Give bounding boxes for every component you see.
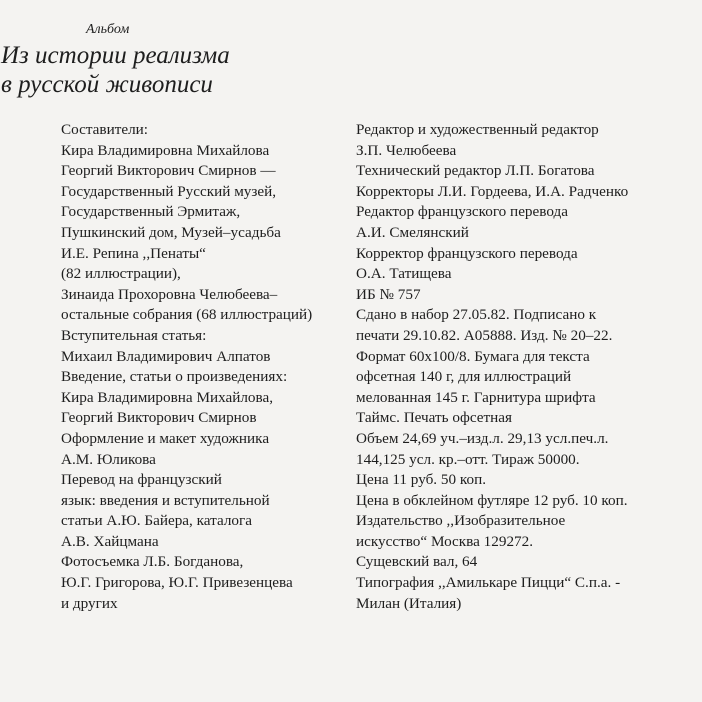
imprint-line: 144,125 усл. кр.–отт. Тираж 50000.	[356, 450, 580, 468]
imprint-line: Издательство ,,Изобразительное	[356, 512, 566, 530]
credit-line: И.Е. Репина ,,Пенаты“	[61, 244, 206, 262]
book-title	[1, 41, 230, 99]
album-label: Альбом	[86, 22, 130, 37]
credit-line: и других	[61, 594, 118, 612]
imprint-line: офсетная 140 г, для иллюстраций	[356, 368, 572, 386]
credit-line: Ю.Г. Григорова, Ю.Г. Привезенцева	[61, 574, 293, 592]
imprint-line: Объем 24,69 уч.–изд.л. 29,13 усл.печ.л.	[356, 429, 609, 447]
imprint-line: ИБ № 757	[356, 285, 421, 303]
credit-line: Кира Владимировна Михайлова,	[61, 388, 274, 406]
credit-line: статьи А.Ю. Байера, каталога	[61, 512, 252, 530]
credit-line: Государственный Эрмитаж,	[61, 203, 241, 221]
imprint-line: Корректоры Л.И. Гордеева, И.А. Радченко	[356, 182, 629, 200]
credit-line: остальные собрания (68 иллюстраций)	[61, 306, 313, 324]
imprint-line: Типография ,,Амилькаре Пицци“ С.п.а. -	[356, 574, 621, 592]
imprint-line: Таймс. Печать офсетная	[356, 409, 512, 427]
credit-line: Фотосъемка Л.Б. Богданова,	[61, 553, 244, 571]
credit-line: Георгий Викторович Смирнов —	[61, 162, 276, 180]
imprint-line: Редактор и художественный редактор	[356, 121, 599, 138]
credit-line: Оформление и макет художника	[61, 429, 270, 447]
imprint-line: печати 29.10.82. А05888. Изд. № 20–22.	[356, 326, 613, 344]
title-line: в русской живописи	[1, 71, 213, 98]
credit-line: Вступительная статья:	[61, 326, 207, 344]
credit-line: Зинаида Прохоровна Челюбеева–	[61, 285, 278, 303]
imprint-line: Технический редактор Л.П. Богатова	[356, 162, 595, 180]
credits-column	[61, 120, 312, 614]
credit-line: Кира Владимировна Михайлова	[61, 141, 270, 159]
imprint-line: Цена в обклейном футляре 12 руб. 10 коп.	[356, 491, 628, 509]
credit-line: Составители:	[61, 121, 149, 138]
imprint-line: О.А. Татищева	[356, 265, 452, 283]
title-line: Из истории реализма	[1, 42, 230, 69]
credit-line: язык: введения и вступительной	[61, 491, 270, 509]
imprint-line: Сдано в набор 27.05.82. Подписано к	[356, 306, 597, 324]
imprint-line: искусство“ Москва 129272.	[356, 532, 534, 550]
credit-line: Введение, статьи о произведениях:	[61, 368, 288, 386]
imprint-line: З.П. Челюбеева	[356, 141, 457, 159]
imprint-line: Формат 60x100/8. Бумага для текста	[356, 347, 590, 365]
credit-line: А.В. Хайцмана	[61, 532, 159, 550]
imprint-line: Цена 11 руб. 50 коп.	[356, 471, 487, 489]
credit-line: Михаил Владимирович Алпатов	[61, 347, 271, 365]
imprint-line: Редактор французского перевода	[356, 203, 568, 221]
imprint-line: Сущевский вал, 64	[356, 553, 478, 571]
imprint-line: мелованная 145 г. Гарнитура шрифта	[356, 388, 596, 406]
imprint-column	[356, 120, 628, 614]
credit-line: Перевод на французский	[61, 471, 222, 489]
imprint-line: Корректор французского перевода	[356, 244, 578, 262]
credit-line: Государственный Русский музей,	[61, 182, 277, 200]
credit-line: А.М. Юликова	[61, 450, 156, 468]
credit-line: Георгий Викторович Смирнов	[61, 409, 257, 427]
imprint-line: А.И. Смелянский	[356, 223, 469, 241]
credit-line: Пушкинский дом, Музей–усадьба	[61, 223, 281, 241]
imprint-line: Милан (Италия)	[356, 594, 462, 612]
credit-line: (82 иллюстрации),	[61, 265, 181, 283]
